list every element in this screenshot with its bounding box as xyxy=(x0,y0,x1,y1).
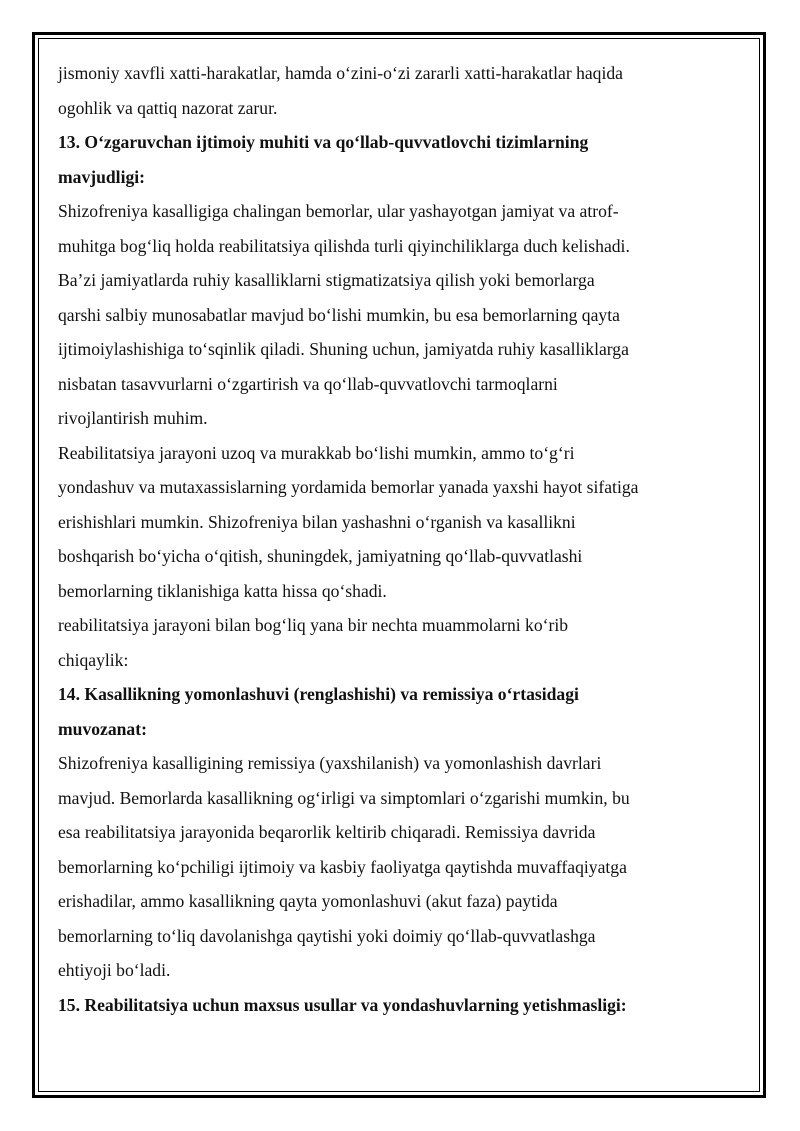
text-line: chiqaylik: xyxy=(58,649,129,670)
text-line: erishadilar, ammo kasallikning qayta yomonlashuvi (akut faza) paytida xyxy=(58,891,558,911)
text-line: reabilitatsiya jarayoni bilan bog‘liq yana bir nechta muammolarni ko‘rib xyxy=(58,615,569,635)
text-line: Shizofreniya kasalligiga chalingan bemorlar, ular yashayotgan jamiyat va atrof- xyxy=(58,201,619,221)
text-line: bemorlarning to‘liq davolanishga qaytishi yoki doimiy qo‘llab-quvvatlashga xyxy=(58,925,596,946)
text-line: bemorlarning tiklanishiga katta hissa qo‘shadi. xyxy=(58,580,387,601)
section-heading-13 xyxy=(58,125,738,194)
paragraph-remission xyxy=(58,746,738,988)
document-body xyxy=(58,56,738,1022)
heading-line: mavjudligi: xyxy=(58,166,145,187)
text-line: bemorlarning ko‘pchiligi ijtimoiy va kasbiy faoliyatga qaytishda muvaffaqiyatga xyxy=(58,856,627,877)
text-line: jismoniy xavfli xatti-harakatlar, hamda o‘zini-o‘zi zararli xatti-harakatlar haqida xyxy=(58,63,623,83)
text-line: rivojlantirish muhim. xyxy=(58,408,208,428)
text-line: nisbatan tasavvurlarni o‘zgartirish va qo‘llab-quvvatlovchi tarmoqlarni xyxy=(58,373,558,394)
text-line: muhitga bog‘liq holda reabilitatsiya qilishda turli qiyinchiliklarga duch kelishadi. xyxy=(58,235,630,256)
text-line: Shizofreniya kasalligining remissiya (yaxshilanish) va yomonlashish davrlari xyxy=(58,753,602,773)
text-line: Ba’zi jamiyatlarda ruhiy kasalliklarni stigmatizatsiya qilish yoki bemorlarga xyxy=(58,270,595,290)
section-heading-15 xyxy=(58,988,738,1023)
text-line: Reabilitatsiya jarayoni uzoq va murakkab bo‘lishi mumkin, ammo to‘g‘ri xyxy=(58,442,575,463)
text-line: ehtiyoji bo‘ladi. xyxy=(58,960,171,980)
paragraph-rehabilitation-process xyxy=(58,436,738,609)
heading-line: 15. Reabilitatsiya uchun maxsus usullar va yondashuvlarning yetishmasligi: xyxy=(58,994,627,1015)
heading-line: 13. O‘zgaruvchan ijtimoiy muhiti va qo‘llab-quvvatlovchi tizimlarning xyxy=(58,132,589,152)
text-line: boshqarish bo‘yicha o‘qitish, shuningdek, jamiyatning qo‘llab-quvvatlashi xyxy=(58,546,583,566)
text-line: ogohlik va qattiq nazorat zarur. xyxy=(58,97,278,118)
text-line: esa reabilitatsiya jarayonida beqarorlik keltirib chiqaradi. Remissiya davrida xyxy=(58,822,596,842)
paragraph-social-environment xyxy=(58,194,738,436)
text-line: qarshi salbiy munosabatlar mavjud bo‘lishi mumkin, bu esa bemorlarning qayta xyxy=(58,304,620,325)
text-line: erishishlari mumkin. Shizofreniya bilan yashashni o‘rganish va kasallikni xyxy=(58,511,576,532)
paragraph-continuation xyxy=(58,56,738,125)
text-line: mavjud. Bemorlarda kasallikning og‘irligi va simptomlari o‘zgarishi mumkin, bu xyxy=(58,787,630,808)
text-line: yondashuv va mutaxassislarning yordamida bemorlar yanada yaxshi hayot sifatiga xyxy=(58,477,639,497)
paragraph-intro-problems xyxy=(58,608,738,677)
text-line: ijtimoiylashishiga to‘sqinlik qiladi. Shuning uchun, jamiyatda ruhiy kasalliklarga xyxy=(58,339,629,359)
section-heading-14 xyxy=(58,677,738,746)
heading-line: 14. Kasallikning yomonlashuvi (renglashishi) va remissiya o‘rtasidagi xyxy=(58,684,579,704)
heading-line: muvozanat: xyxy=(58,718,147,739)
